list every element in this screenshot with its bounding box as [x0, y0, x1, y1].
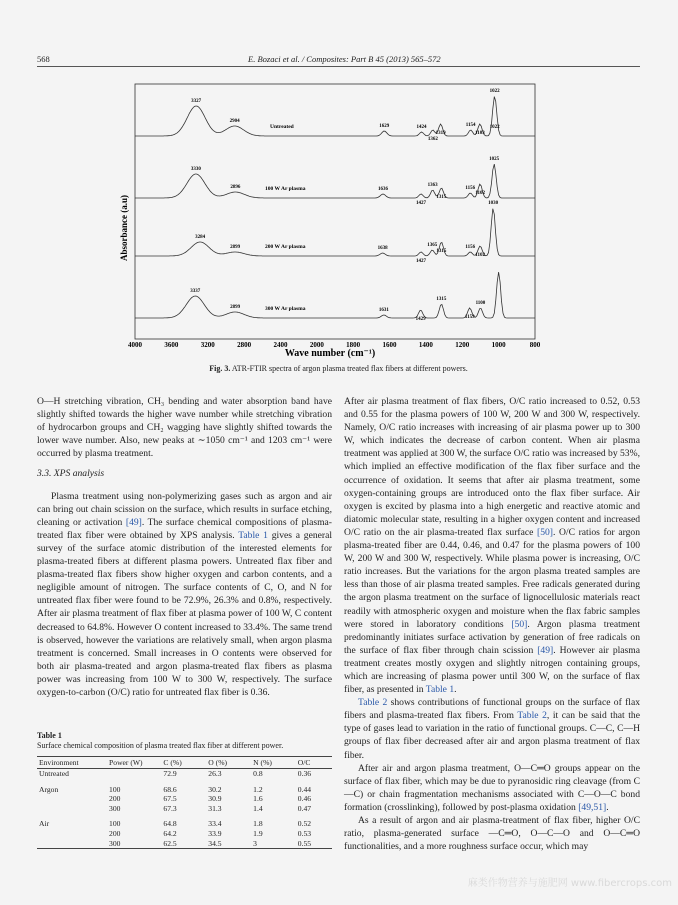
table-cell: 1.6	[253, 794, 263, 804]
table-header-cell: N (%)	[251, 757, 296, 769]
ftir-spectra-figure	[115, 78, 545, 368]
table-cell: 72.9	[163, 769, 177, 778]
spectrum-name: 200 W Ar plasma	[265, 244, 306, 250]
table-link[interactable]: Table 1	[238, 529, 268, 541]
peak-label: 1102	[475, 253, 485, 258]
page-number: 568	[37, 54, 50, 64]
spectrum-name: 100 W Ar plasma	[265, 186, 306, 192]
peak-label: 1022	[489, 125, 500, 130]
table-header-cell: Environment	[37, 757, 107, 769]
peak-label: 2899	[230, 245, 241, 250]
table-cell: Untreated	[39, 769, 69, 778]
y-axis-label: Absorbance (a.u)	[119, 194, 129, 262]
peak-label: 1638	[377, 246, 388, 251]
table-cell	[37, 804, 107, 814]
x-tick-label: 1000	[491, 341, 506, 349]
table-link[interactable]: Table 2	[517, 710, 547, 722]
paragraph: After air plasma treatment of flax fibers, O/C ratio increased to 0.52, 0.53 and 0.55 for the plasma powers of 100 W, 200 W and 300 W, respectively. Namely, O/C ratio increases with increasing of air plasma power up to 300 W, which indicates the decrease of carbon content. When air plasma treatment was applied at 300 W, the surface O/C ratio was increased by 53%, which implied an effective modification of the flax fiber surface and the occurrence of oxidation. It seems that after air plasma treatment, some oxygen-containing groups are introduced onto the flax fiber surface. Air oxygen is excited by plasma into a high energetic and reactive atomic and diatomic molecular state, resulting in a higher oxygen content and increased O/C ratio on the air plasma-treated flax surface [50]. O/C ratios for argon plasma-treated fiber are 0.44, 0.46, and 0.47 for the plasma powers of 100 W, 200 W and 300 W, respectively. While plasma power is increasing, O/C ratio increases. But the variations for the argon plasma treated samples are less than those of air plasma treated samples. Free radicals generated during the argon plasma treatment on the surface of lignocellulosic materials react readily with atmospheric oxygen and moisture when the flax fabric samples were stored in laboratory conditions [50]. Argon plasma treatment predominantly initiates surface activation by generation of free radicals on the surface of flax fiber through chain scission [49]. However air plasma treatment creates mostly oxygen and slightly nitrogen containing groups, which are increasing of plasma power until 300 W, on the surface of flax fiber, as presented in Table 1.	[344, 396, 640, 696]
peak-label: 1629	[379, 124, 390, 129]
table-header-cell: Power (W)	[107, 757, 161, 769]
table-cell: 0.46	[297, 794, 312, 804]
peak-label: 1315	[436, 195, 447, 200]
citation-link[interactable]: [50]	[511, 618, 528, 630]
peak-label: 1022	[489, 89, 500, 94]
table-cell: 0.47	[297, 803, 312, 813]
table-cell: 0.55	[296, 839, 332, 849]
x-axis-label: Wave number (cm⁻¹)	[284, 348, 376, 359]
table-cell: 1.8	[253, 819, 263, 829]
peak-label: 1030	[488, 201, 499, 206]
table-cell: 1.4	[253, 803, 263, 813]
peak-label: 1362	[427, 137, 438, 142]
x-tick-label: 3200	[200, 341, 215, 349]
peak-label: 2899	[230, 305, 241, 310]
table-cell: 67.3	[163, 803, 177, 813]
table-cell: 0.44	[297, 784, 312, 794]
peak-label: 1315	[436, 297, 447, 302]
spectrum-name: 300 W Ar plasma	[265, 306, 306, 312]
table-header-cell: O (%)	[206, 757, 251, 769]
composition-table	[37, 756, 332, 849]
citation-link[interactable]: [49]	[125, 516, 142, 528]
table-cell: 1.2	[253, 784, 263, 794]
table-cell	[37, 794, 107, 804]
peak-label: 1631	[378, 308, 389, 313]
table-cell: 0.53	[297, 828, 312, 838]
table-cell: 0.36	[297, 769, 312, 778]
table-cell: 0.52	[297, 819, 312, 829]
spectra-annotations	[190, 89, 500, 322]
spectrum-line	[135, 272, 535, 318]
table-link[interactable]: Table 2	[358, 697, 388, 709]
table-row	[37, 769, 332, 779]
table-cell: 67.5	[163, 794, 177, 804]
peak-label: 2896	[230, 185, 241, 190]
spectra-curves	[135, 97, 535, 318]
table-cell: 26.3	[208, 769, 222, 778]
header-rule	[37, 66, 640, 67]
table-header-row	[37, 757, 332, 769]
x-tick-label: 2000	[309, 341, 324, 349]
watermark: 麻类作物营养与施肥网 www.fibercrops.com	[467, 878, 672, 889]
table-cell: 100	[109, 784, 121, 794]
x-tick-label: 1400	[418, 341, 433, 349]
table-cell	[37, 839, 107, 849]
table-cell: 30.2	[208, 784, 222, 794]
table-cell: 34.5	[206, 839, 251, 849]
table-cell: 300	[109, 803, 121, 813]
table-cell: 31.3	[208, 803, 222, 813]
table-row	[37, 804, 332, 814]
table-header-cell: O/C	[296, 757, 332, 769]
peak-label: 3284	[195, 235, 206, 240]
peak-label: 1363	[427, 183, 438, 188]
paragraph: O—H stretching vibration, CH₃ bending and water absorption band have slightly shifted towards the higher wave number while stretching vibration of hydrocarbon groups and CH₂ wagging have slightly shifted towards the lower wave number. Also, new peaks at ∼1050 cm⁻¹ and 1203 cm⁻¹ were occurred by plasma treatment.	[37, 396, 332, 460]
x-tick-label: 2400	[273, 341, 288, 349]
table-cell: 33.4	[208, 819, 222, 829]
table-label: Table 1	[37, 731, 62, 740]
peak-label: 3330	[190, 167, 201, 172]
x-tick-label: 1200	[455, 341, 470, 349]
peak-label: 1636	[378, 187, 388, 192]
x-tick-label: 2800	[237, 341, 252, 349]
peak-label: 1103	[475, 131, 485, 136]
table-row	[37, 794, 332, 804]
table-row	[37, 829, 332, 839]
peak-label: 1025	[489, 157, 500, 162]
peak-label: 1154	[465, 123, 476, 128]
citation-link[interactable]: [50]	[537, 526, 553, 538]
x-tick-label: 1600	[382, 341, 397, 349]
table-cell: 200	[109, 828, 121, 838]
x-tick-label: 800	[529, 341, 541, 349]
table-cell: 100	[109, 819, 121, 829]
table-cell: 33.9	[208, 828, 222, 838]
table-cell: 3	[251, 839, 296, 849]
citation-link[interactable]: [49,51]	[578, 801, 607, 813]
table-cell: 0.8	[253, 769, 263, 778]
paragraph: After air and argon plasma treatment, O—C═O groups appear on the surface of flax fiber, which may be due to pyranosidic ring cleavage (from C—C) or chain fragmentation mechanisms associated with C—O—C bond formation (crosslinking), followed by post-plasma oxidation [49,51].	[344, 762, 640, 813]
table-cell: 30.9	[208, 794, 222, 804]
table-link[interactable]: Table 1	[425, 684, 455, 696]
x-tick-label: 1800	[346, 341, 361, 349]
table-header-cell: C (%)	[161, 757, 206, 769]
citation-link[interactable]: [49]	[537, 644, 554, 656]
peak-label: 3337	[190, 289, 201, 294]
table-cell: 62.5	[161, 839, 206, 849]
table-cell: 1.9	[253, 828, 263, 838]
peak-label: 2904	[229, 119, 240, 124]
table-cell: Argon	[39, 784, 59, 794]
table-row	[37, 819, 332, 829]
peak-label: 1424	[416, 125, 427, 130]
table-cell	[37, 829, 107, 839]
running-title: E. Bozaci et al. / Composites: Part B 45 (2013) 565–572	[248, 54, 441, 64]
table-cell: Air	[39, 819, 50, 829]
peak-label: 1159	[464, 315, 475, 320]
table-cell: 200	[109, 794, 121, 804]
peak-label: 1427	[416, 259, 426, 264]
peak-label: 1156	[465, 186, 476, 191]
peak-label: 1429	[415, 317, 426, 322]
peak-label: 3327	[191, 99, 202, 104]
table-title: Surface chemical composition of plasma treated flax fiber at different power.	[37, 741, 284, 750]
table-row	[37, 839, 332, 849]
peak-label: 1315	[436, 249, 447, 254]
table-cell: 64.8	[163, 819, 177, 829]
table-row	[37, 785, 332, 795]
table-cell: 64.2	[163, 828, 177, 838]
right-column	[344, 395, 640, 853]
peak-label: 1319	[435, 131, 446, 136]
spectrum-name: Untreated	[270, 124, 294, 130]
peak-label: 1365	[427, 243, 438, 248]
x-tick-label: 3600	[164, 341, 179, 349]
section-heading: 3.3. XPS analysis	[37, 468, 105, 480]
x-tick-label: 4000	[128, 341, 142, 349]
paragraph: Plasma treatment using non-polymerizing gases such as argon and air can bring out chain scission on the surface, which results in surface etching, cleaning or activation [49]. The surface chemical compositions of plasma-treated flax fiber were obtained by XPS analysis. Table 1 gives a general survey of the surface atomic distribution of the interested elements for plasma-treated fibers at different plasma powers. Untreated flax fiber and plasma-treated flax fibers show higher oxygen and carbon contents, and a negligible amount of nitrogen. The surface contents of C, O, and N for untreated flax fiber were found to be 72.9%, 26.3% and 0.8%, respectively. After air plasma treatment of flax fiber at plasma power of 100 W, C content decreased to 64.8%. However O content increased to 33.4%. The same trend is observed, however the variations are relatively small, when argon plasma treatment is concerned. Small increases in O contents were observed for both air plasma-treated and argon plasma-treated flax fibers as plasma power was increasing from 100 W to 300 W, respectively. The surface oxygen-to-carbon (O/C) ratio for untreated flax fiber is 0.36.	[37, 490, 332, 698]
peak-label: 1427	[416, 201, 426, 206]
figure-caption: Fig. 3. ATR-FTIR spectra of argon plasma treated flax fibers at different powers.	[209, 364, 468, 373]
table-cell: 300	[107, 839, 161, 849]
table-cell: 68.6	[163, 784, 177, 794]
paragraph: Table 2 shows contributions of functional groups on the surface of flax fibers and plasma-treated flax fibers. From Table 2, it can be said that the type of gases lead to variation in the ratio of functional groups. C—C, C—H groups of flax fiber decreased after air and argon plasma treatment of flax fiber.	[344, 697, 640, 761]
left-column	[37, 395, 332, 699]
peak-label: 1156	[465, 245, 476, 250]
paragraph: As a result of argon and air plasma-treatment of flax fiber, higher O/C ratio, plasma-generated surface —C═O, O—C—O and O—C═O functionalities, and a more roughness surface occur, which may	[344, 815, 640, 853]
peak-label: 1100	[475, 301, 486, 306]
table-cell	[107, 769, 161, 779]
peak-label: 1102	[475, 191, 485, 196]
